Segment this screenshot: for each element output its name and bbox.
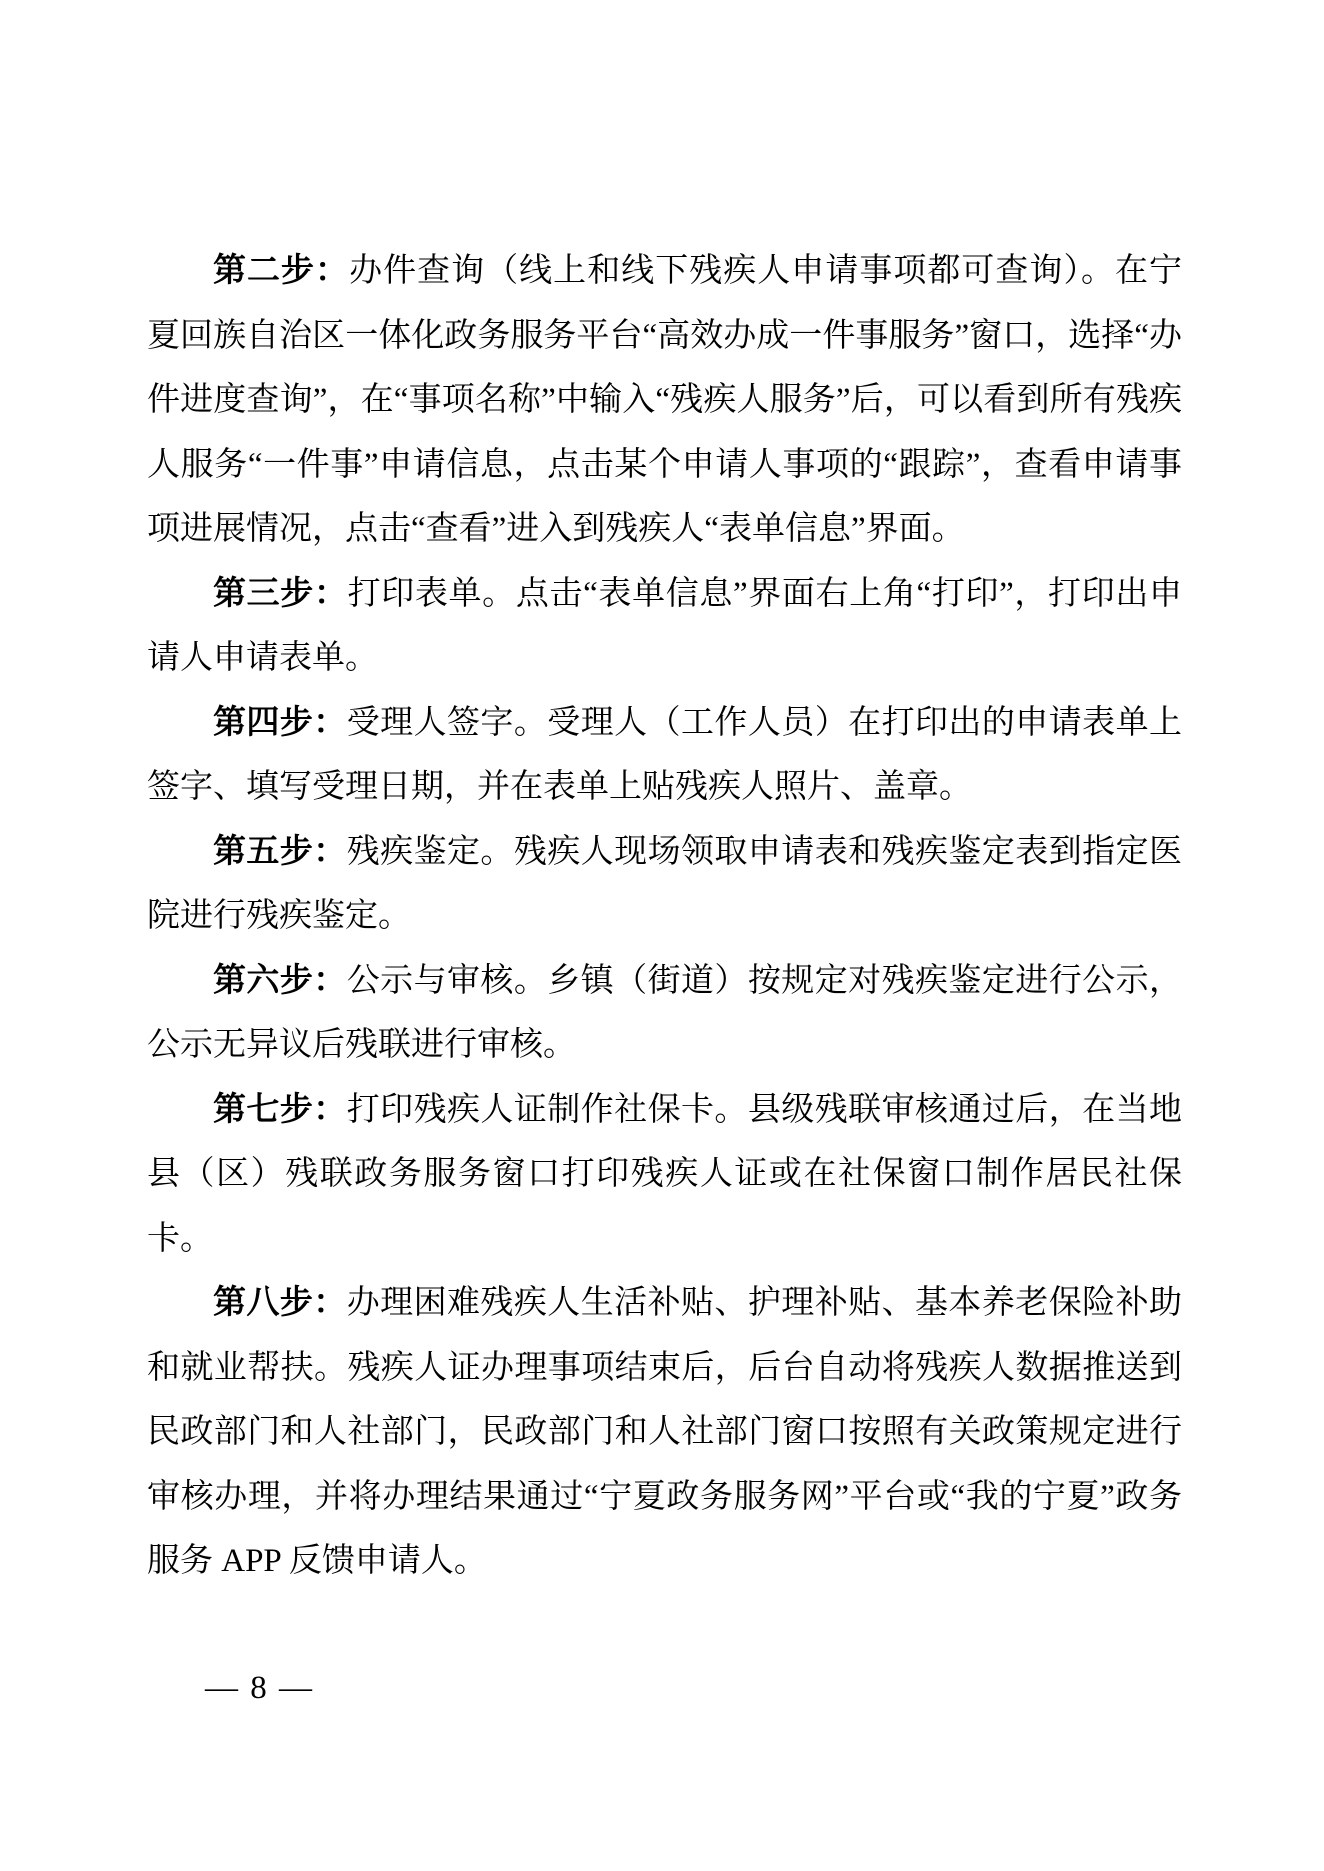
paragraph-step-4 [147, 691, 1182, 820]
body-text-block [147, 239, 1182, 1594]
step-2-label: 第二步： [213, 253, 350, 289]
paragraph-step-2 [147, 239, 1182, 562]
step-5-text: 残疾鉴定。残疾人现场领取申请表和残疾鉴定表到指定医院进行残疾鉴定。 [147, 833, 1183, 934]
step-2-text: 办件查询（线上和线下残疾人申请事项都可查询）。在宁夏回族自治区一体化政务服务平台“高效办成一件事服务”窗口，选择“办件进度查询”，在“事项名称”中输入“残疾人服务”后，可以看到所有残疾人服务“一件事”申请信息，点击某个申请人事项的“跟踪”，查看申请事项进展情况，点击“查看”进入到残疾人“表单信息”界面。 [147, 253, 1183, 547]
step-7-label: 第七步： [213, 1091, 347, 1128]
step-5-label: 第五步： [213, 833, 347, 870]
step-8-text: 办理困难残疾人生活补贴、护理补贴、基本养老保险补助和就业帮扶。残疾人证办理事项结束后，后台自动将残疾人数据推送到民政部门和人社部门，民政部门和人社部门窗口按照有关政策规定进行审核办理，并将办理结果通过“宁夏政务服务网”平台或“我的宁夏”政务服务 APP 反馈申请人。 [147, 1285, 1183, 1579]
step-8-label: 第八步： [213, 1285, 347, 1321]
paragraph-step-3 [147, 562, 1182, 691]
paragraph-step-7 [147, 1078, 1182, 1272]
step-3-label: 第三步： [213, 575, 348, 612]
step-3-text: 打印表单。点击“表单信息”界面右上角“打印”，打印出申请人申请表单。 [147, 575, 1183, 676]
step-6-text: 公示与审核。乡镇（街道）按规定对残疾鉴定进行公示，公示无异议后残联进行审核。 [147, 962, 1183, 1063]
page-number: — 8 — [205, 1670, 314, 1706]
step-7-text: 打印残疾人证制作社保卡。县级残联审核通过后，在当地县（区）残联政务服务窗口打印残疾人证或在社保窗口制作居民社保卡。 [147, 1091, 1183, 1257]
step-6-label: 第六步： [213, 962, 347, 999]
step-4-text: 受理人签字。受理人（工作人员）在打印出的申请表单上签字、填写受理日期，并在表单上贴残疾人照片、盖章。 [147, 704, 1183, 805]
step-4-label: 第四步： [213, 704, 347, 741]
paragraph-step-6 [147, 949, 1182, 1078]
paragraph-step-8 [147, 1271, 1182, 1594]
paragraph-step-5 [147, 820, 1182, 949]
